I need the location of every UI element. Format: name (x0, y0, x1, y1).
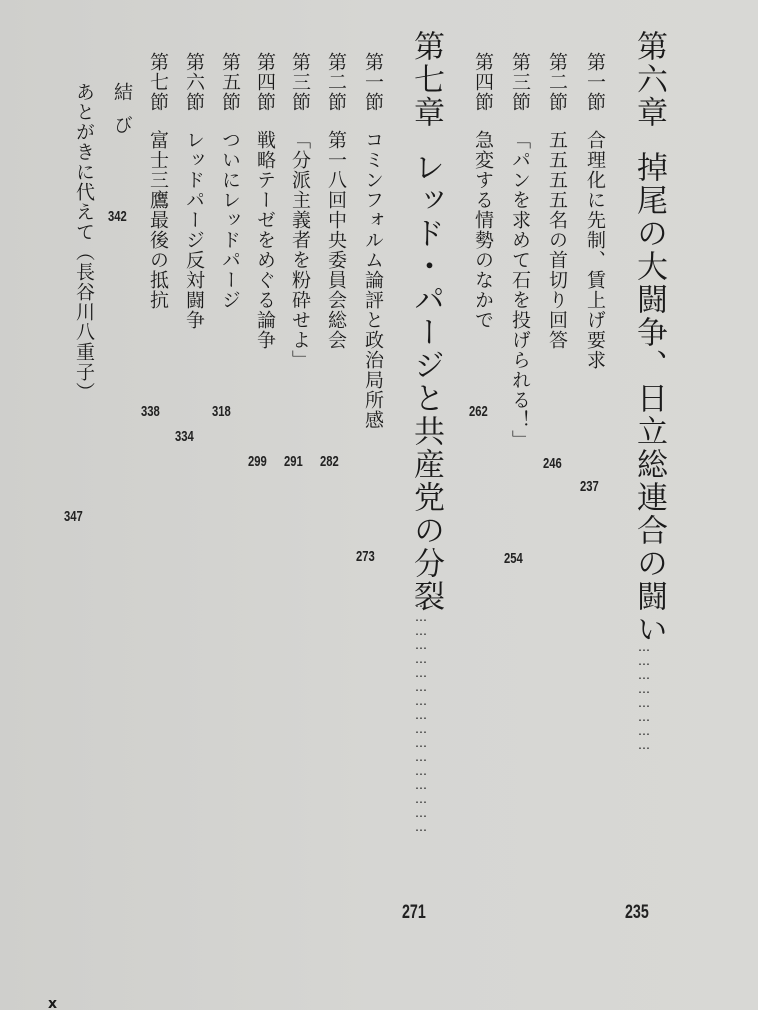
section-label: 第五節 (219, 52, 241, 112)
section-label: 第一節 (362, 52, 384, 112)
ch6-section-4 (473, 52, 492, 330)
ch7-section-3 (290, 52, 309, 370)
ch7-section-5-page: 318 (212, 403, 231, 420)
section-title: ついにレッドパージ (219, 130, 241, 310)
ch7-section-4 (255, 52, 274, 350)
chapter-7-leader-dots: …………………………………………… (414, 596, 428, 834)
ch7-section-7 (148, 52, 167, 310)
section-label: 第一節 (584, 52, 606, 112)
ch7-section-1-page: 273 (356, 548, 375, 565)
section-label: 第三節 (289, 52, 311, 112)
ch6-section-1-page: 237 (580, 478, 599, 495)
ch6-section-2-page: 246 (543, 455, 562, 472)
section-label: 第四節 (254, 52, 276, 112)
ch7-section-6 (184, 52, 203, 330)
conclusion-page: 342 (108, 208, 127, 225)
section-label: 第七節 (147, 52, 169, 112)
afterword-title: あとがきに代えて（長谷川八重子） (73, 82, 95, 402)
section-title: 急変する情勢のなかで (472, 130, 494, 330)
ch7-section-4-page: 299 (248, 453, 267, 470)
section-title: コミンフォルム論評と政治局所感 (362, 130, 384, 430)
section-title: 合理化に先制、賃上げ要求 (584, 130, 606, 370)
ch6-section-4-page: 262 (469, 403, 488, 420)
chapter-7-heading (408, 30, 444, 613)
section-title: 「分派主義者を粉砕せよ」 (289, 130, 311, 370)
ch6-section-1 (585, 52, 604, 370)
chapter-7-page: 271 (402, 902, 426, 923)
section-title: 第一八回中央委員会総会 (325, 130, 347, 350)
chapter-6-page: 235 (625, 902, 649, 923)
chapter-6-title: 掉尾の大闘争、日立総連合の闘い (631, 151, 667, 646)
chapter-6-heading (631, 30, 667, 646)
section-title: 戦略テーゼをめぐる論争 (254, 130, 276, 350)
ch6-section-3-page: 254 (504, 550, 523, 567)
ch6-section-2 (547, 52, 566, 350)
ch6-section-3 (510, 52, 529, 450)
section-label: 第三節 (509, 52, 531, 112)
ch7-section-3-page: 291 (284, 453, 303, 470)
section-title: 「パンを求めて石を投げられる！」 (509, 130, 531, 450)
section-title: レッドパージ反対闘争 (183, 130, 205, 330)
ch7-section-2-page: 282 (320, 453, 339, 470)
ch7-section-1 (363, 52, 382, 430)
ch7-section-5 (220, 52, 239, 310)
chapter-6-leader-dots: …………………… (637, 640, 651, 752)
section-label: 第二節 (546, 52, 568, 112)
section-title: 富士三鷹最後の抵抗 (147, 130, 169, 310)
page-number: x (48, 996, 58, 1010)
section-label: 第二節 (325, 52, 347, 112)
chapter-7-label: 第七章 (408, 30, 444, 129)
chapter-6-label: 第六章 (631, 30, 667, 129)
afterword-page: 347 (64, 508, 83, 525)
section-label: 第六節 (183, 52, 205, 112)
ch7-section-7-page: 338 (141, 403, 160, 420)
ch7-section-2 (326, 52, 345, 350)
conclusion-title: 結び (111, 82, 133, 148)
section-title: 五五五五名の首切り回答 (546, 130, 568, 350)
ch7-section-6-page: 334 (175, 428, 194, 445)
section-label: 第四節 (472, 52, 494, 112)
chapter-7-title: レッド・パージと共産党の分裂 (408, 151, 444, 613)
